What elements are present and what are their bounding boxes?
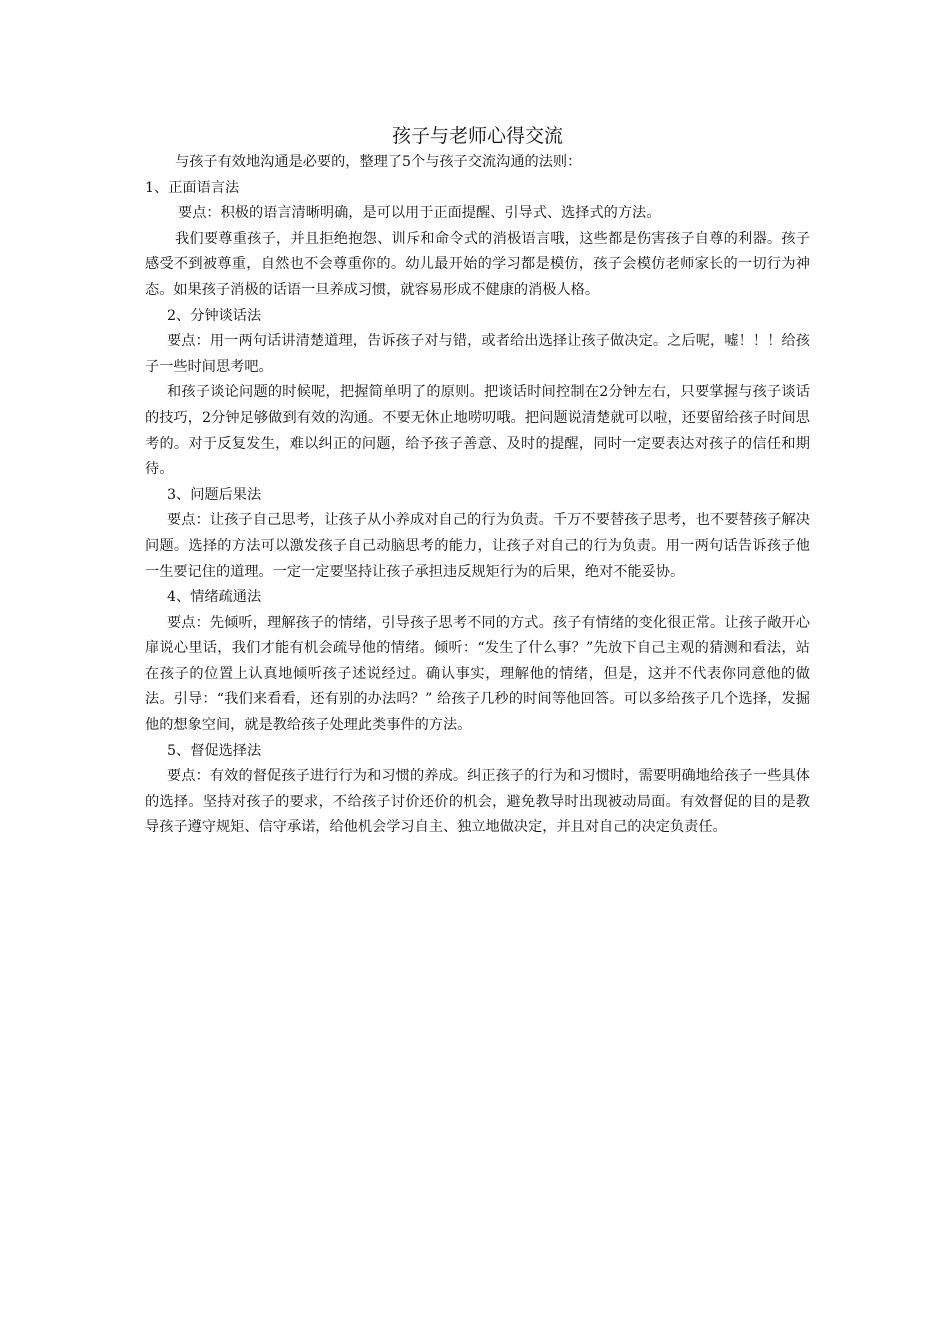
section-4-key-point: 要点：先倾听，理解孩子的情绪，引导孩子思考不同的方式。孩子有情绪的变化很正常。让孩子敞开心扉说心里话，我们才能有机会疏导他的情绪。倾听：“发生了什么事？”先放下自己主观的猜测和看法，站在孩子的位置上认真地倾听孩子述说经过。确认事实，理解他的情绪，但是，这并不代表你同意他的做法。引导：“我们来看看，还有别的办法吗？” 给孩子几秒的时间等他回答。可以多给孩子几个选择，发掘他的想象空间，就是教给孩子处理此类事件的方法。 <box>145 614 810 734</box>
section-1-key-point: 要点：积极的语言清晰明确，是可以用于正面提醒、引导式、选择式的方法。 <box>178 205 661 222</box>
document-page <box>145 122 810 841</box>
section-5-key-point: 要点：有效的督促孩子进行行为和习惯的养成。纠正孩子的行为和习惯时，需要明确地给孩子一些具体的选择。坚持对孩子的要求，不给孩子讨价还价的机会，避免教导时出现被动局面。有效督促的目的是教导孩子遵守规矩、信守承诺，给他机会学习自主、独立地做决定，并且对自己的决定负责任。 <box>145 768 810 836</box>
section-2-heading: 2、分钟谈话法 <box>167 307 262 324</box>
section-5-heading: 5、督促选择法 <box>167 742 262 759</box>
section-4-heading: 4、情绪疏通法 <box>167 589 262 606</box>
section-1-heading: 1、正面语言法 <box>145 179 240 196</box>
intro-paragraph: 与孩子有效地沟通是必要的，整理了5个与孩子交流沟通的法则： <box>175 154 582 170</box>
section-2-key-point: 要点：用一两句话讲清楚道理，告诉孩子对与错，或者给出选择让孩子做决定。之后呢，嘘！！！给孩子一些时间思考吧。 <box>145 333 810 375</box>
section-2-body: 和孩子谈论问题的时候呢，把握简单明了的原则。把谈话时间控制在2分钟左右，只要掌握与孩子谈话的技巧，2分钟足够做到有效的沟通。不要无休止地唠叨哦。把问题说清楚就可以啦，还要留给孩子时间思考的。对于反复发生，难以纠正的问题，给予孩子善意、及时的提醒，同时一定要表达对孩子的信任和期待。 <box>145 384 810 478</box>
section-3-key-point: 要点：让孩子自己思考，让孩子从小养成对自己的行为负责。千万不要替孩子思考，也不要替孩子解决问题。选择的方法可以激发孩子自己动脑思考的能力，让孩子对自己的行为负责。用一两句话告诉孩子他一生要记住的道理。一定一定要坚持让孩子承担违反规矩行为的后果，绝对不能妥协。 <box>145 512 810 580</box>
document-title: 孩子与老师心得交流 <box>391 125 563 147</box>
section-3-heading: 3、问题后果法 <box>167 486 262 503</box>
section-1-body: 我们要尊重孩子，并且拒绝抱怨、训斥和命令式的消极语言哦，这些都是伤害孩子自尊的利器。孩子感受不到被尊重，自然也不会尊重你的。幼儿最开始的学习都是模仿，孩子会模仿老师家长的一切行为神态。如果孩子消极的话语一旦养成习惯，就容易形成不健康的消极人格。 <box>145 230 810 298</box>
